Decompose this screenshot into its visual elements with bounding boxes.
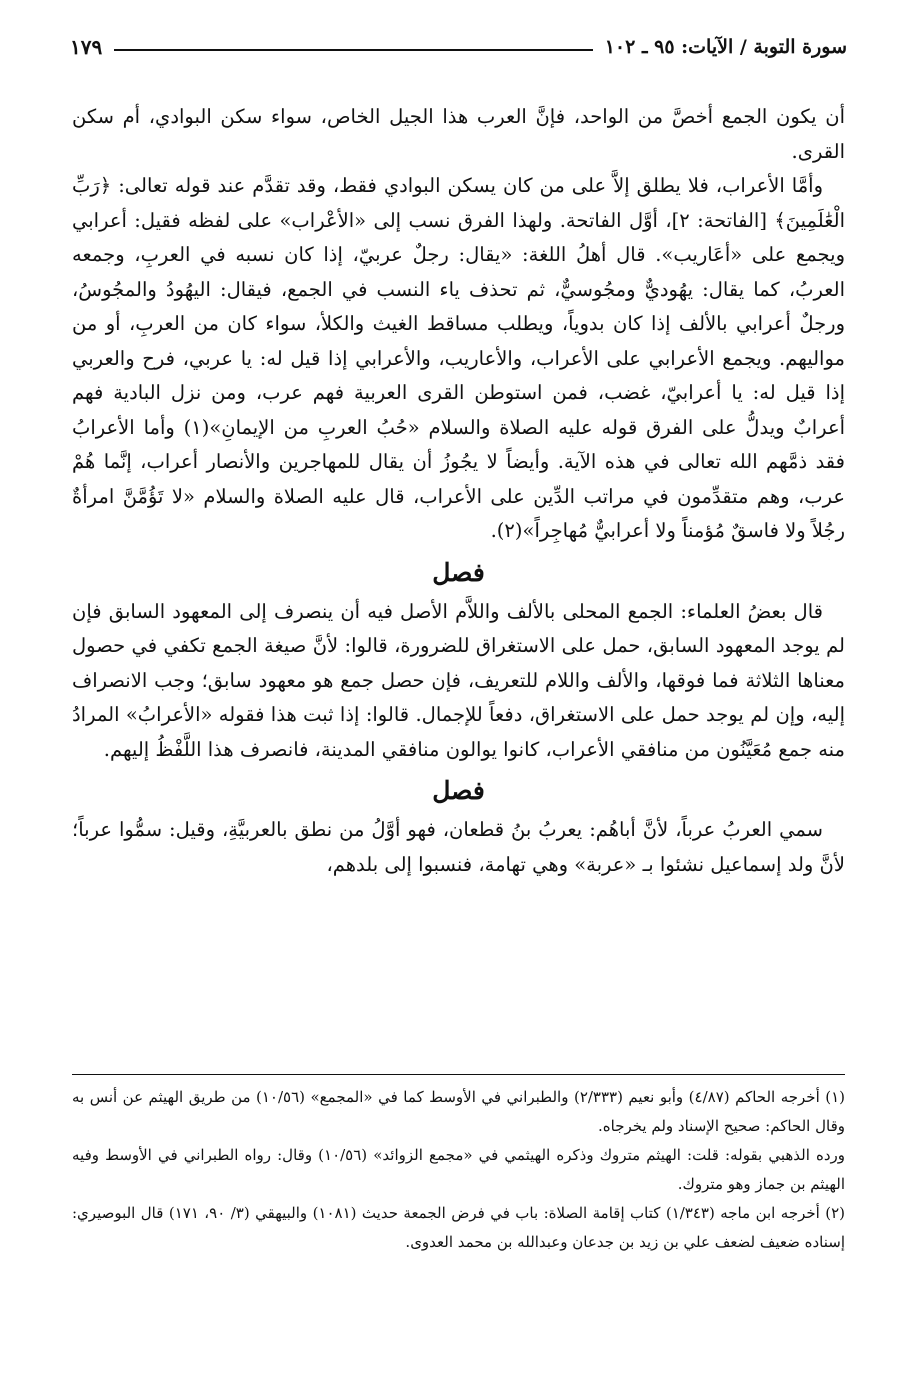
running-title: سورة التوبة / الآيات: ٩٥ ـ ١٠٢ [604, 36, 847, 58]
section-heading-1: فصل [432, 557, 485, 587]
paragraph-arab-bedouin: وأمَّا الأعراب، فلا يطلق إلاَّ على من كان يسكن البوادي فقط، وقد تقدَّم عند قوله تعالى: ﴿رَبِّ الْعَٰلَمِينَ﴾ [الفاتحة: ٢]، أوَّل الفاتحة. ولهذا الفرق نسب إلى «الأعْراب» على لفظه فقيل: أعرابي ويجمع على «أعَاريب». قال أهلُ اللغة: «يقال: رجلٌ عربيّ، إذا كان نسبه في العربِ، وجمعه العربُ، كما يقال: يهُوديٌّ ومجُوسيٌّ، ثم تحذف ياء النسب في الجمع، فيقال: اليهُودُ والمجُوسُ، ورجلٌ أعرابي بالألف إذا كان بدوياً، ويطلب مساقط الغيث والكلأ، سواء كان من العربِ، أو من مواليهم. ويجمع الأعرابي على الأعراب، والأعاريب، والأعرابي إذا قيل له: يا عربي، فرح والعربي إذا قيل له: يا أعرابيّ، غضب، فمن استوطن القرى العربية فهم عرب، ومن نزل البادية فهم أعرابٌ ويدلُّ على الفرق قوله عليه الصلاة والسلام «حُبُ العربِ من الإيمانِ»(١) وأما الأعرابُ فقد ذمَّهم الله تعالى في هذه الآية. وأيضاً لا يجُوزُ أن يقال للمهاجرين والأنصار أعراب، إنَّما هُمْ عرب، وهم متقدِّمون في مراتب الدِّين على الأعراب، قال عليه الصلاة والسلام «لا تَؤُمَّنَّ امرأةٌ رجُلاً ولا فاسقٌ مُؤمناً ولا أعرابيٌّ مُهاجِراً»(٢). [72, 174, 845, 542]
paragraph-naming-arabs: سمي العربُ عرباً، لأنَّ أباهُم: يعربُ بنُ قطعان، فهو أوَّلُ من نطق بالعربيَّةِ، وقيل: سمُّوا عرباً؛ لأنَّ ولد إسماعيل نشئوا بـ «عربة» وهي تهامة، فنسبوا إلى بلدهم، [72, 818, 845, 876]
page-header [70, 30, 847, 64]
footnote-1: (١) أخرجه الحاكم (٤/٨٧) وأبو نعيم (٢/٣٣٣) والطبراني في الأوسط كما في «المجمع» (١٠/٥٦) من طريق الهيثم عن أنس به وقال الحاكم: صحيح الإسناد ولم يخرجاه. [72, 1088, 845, 1135]
paragraph-definite-plural: قال بعضُ العلماء: الجمع المحلى بالألف واللاَّم الأصل فيه أن ينصرف إلى المعهود السابق فإن لم يوجد المعهود السابق، حمل على الاستغراق للضرورة، قالوا: لأنَّ صيغة الجمع تكفي في حصول معناها الثلاثة فما فوقها، والألف واللام للتعريف، فإن حصل جمع هو معهود سابق؛ وجب الانصراف إليه، وإن لم يوجد حمل على الاستغراق، دفعاً للإجمال. قالوا: إذا ثبت هذا فقوله «الأعرابُ» المرادُ منه جمع مُعَيَّنُون من منافقي الأعراب، كانوا يوالون منافقي المدينة، فانصرف هذا اللَّفْظُ إليهم. [72, 599, 845, 761]
footnote-2: (٢) أخرجه ابن ماجه (١/٣٤٣) كتاب إقامة الصلاة: باب في فرض الجمعة حديث (١٠٨١) والبيهقي (٣/ ٩٠، ١٧١) قال البوصيري: إسناده ضعيف لضعف علي بن زيد بن جدعان وعبدالله بن محمد العدوى. [72, 1204, 846, 1251]
section-heading-2: فصل [432, 776, 485, 805]
main-text [72, 100, 845, 882]
page-number: ١٧٩ [70, 35, 103, 59]
footnotes [72, 1074, 845, 1257]
footnote-1-continued: ورده الذهبي بقوله: قلت: الهيثم متروك وذكره الهيثمي في «مجمع الزوائد» (١٠/٥٦) وقال: رواه الطبراني في الأوسط وفيه الهيثم بن جماز وهو متروك. [72, 1146, 845, 1193]
header-rule [114, 49, 592, 51]
paragraph-continuation: أن يكون الجمع أخصَّ من الواحد، فإنَّ العرب هذا الجيل الخاص، سواء سكن البوادي، أم سكن القرى. [72, 105, 845, 163]
